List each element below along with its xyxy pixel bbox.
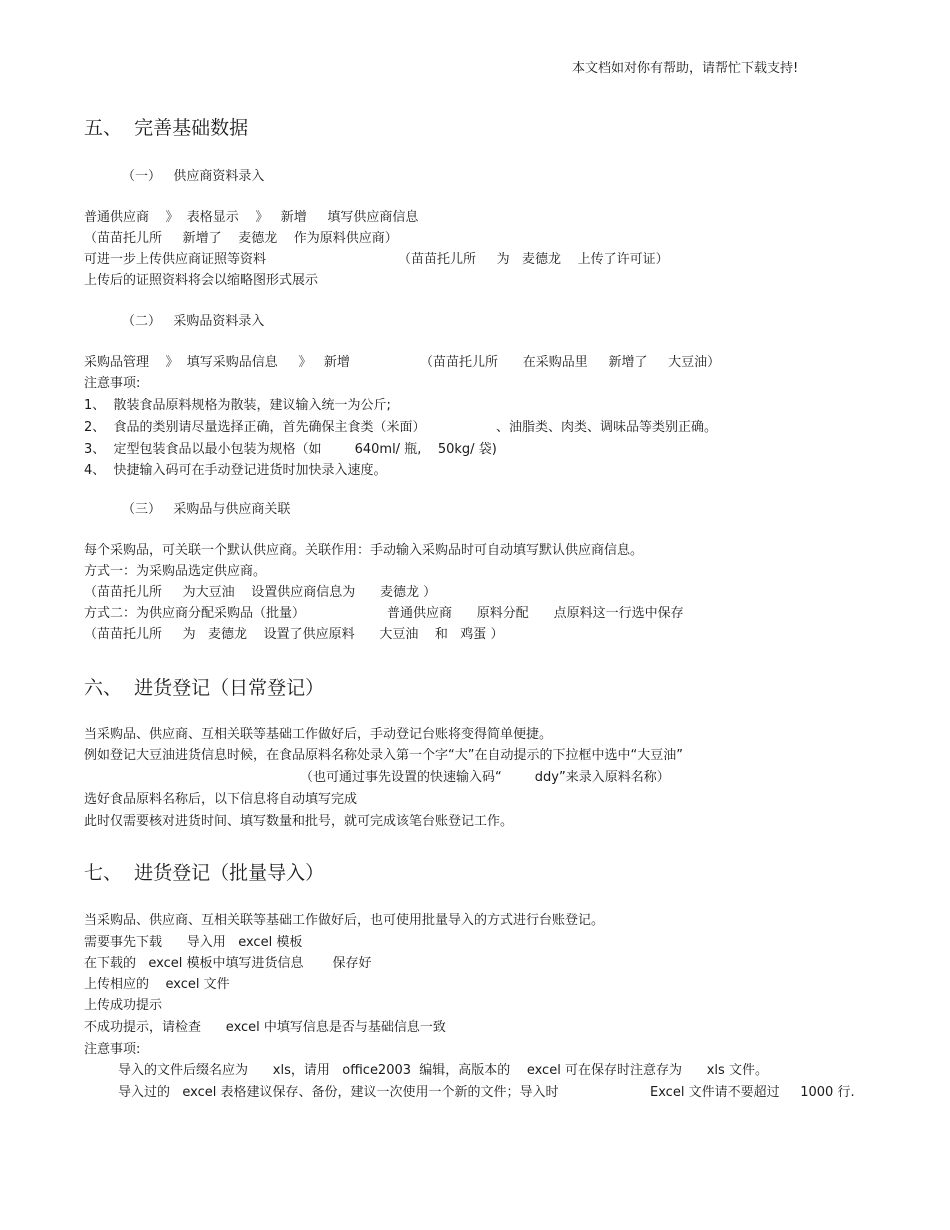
text-line: （苗苗托儿所 为 麦德龙 设置了供应原料 大豆油 和 鸡蛋 ） — [84, 627, 504, 642]
text-line: 例如登记大豆油进货信息时候，在食品原料名称处录入第一个字“大”在自动提示的下拉框中选中“大豆油” — [84, 748, 683, 763]
text-line: （苗苗托儿所 为大豆油 设置供应商信息为 麦德龙 ） — [84, 585, 437, 600]
note-item-continued: Excel 文件请不要超过 1000 行. — [650, 1085, 855, 1100]
list-item: 3、 定型包装食品以最小包装为规格（如 640ml/ 瓶, 50kg/ 袋) — [84, 442, 497, 457]
text-line: 方式一：为采购品选定供应商。 — [84, 564, 267, 579]
text-line: 需要事先下载 导入用 excel 模板 — [84, 935, 303, 950]
list-item-continued: 、油脂类、肉类、调味品等类别正确。 — [496, 420, 718, 435]
text-line: 此时仅需要核对进货时间、填写数量和批号，就可完成该笔台账登记工作。 — [84, 814, 514, 829]
text-line: 在下载的 excel 模板中填写进货信息 保存好 — [84, 956, 372, 971]
text-line: 不成功提示，请检查 excel 中填写信息是否与基础信息一致 — [84, 1020, 446, 1035]
section6-title: 六、 进货登记（日常登记） — [84, 677, 325, 699]
text-line: 普通供应商 》 表格显示 》 新增 填写供应商信息 — [84, 210, 419, 225]
text-line: 采购品管理 》 填写采购品信息 》 新增 — [84, 355, 350, 370]
text-line: 当采购品、供应商、互相关联等基础工作做好后，手动登记台账将变得简单便捷。 — [84, 727, 553, 742]
text-line: （苗苗托儿所 在采购品里 新增了 大豆油） — [420, 355, 721, 370]
note-item: 导入的文件后缀名应为 xls，请用 office2003 编辑，高版本的 excel 可在保存时注意存为 xls 文件。 — [118, 1063, 768, 1078]
text-line: （苗苗托儿所 为 麦德龙 上传了许可证） — [398, 252, 669, 267]
text-line: 当采购品、供应商、互相关联等基础工作做好后，也可使用批量导入的方式进行台账登记。 — [84, 913, 605, 928]
section5-title: 五、 完善基础数据 — [84, 117, 249, 139]
text-line: 选好食品原料名称后，以下信息将自动填写完成 — [84, 792, 358, 807]
text-line: 可进一步上传供应商证照等资料 — [84, 252, 267, 267]
section5-sub3-title: （三） 采购品与供应商关联 — [122, 502, 291, 517]
text-line: （也可通过事先设置的快速输入码“ ddy”来录入原料名称） — [300, 770, 670, 785]
text-line: 上传成功提示 — [84, 998, 163, 1013]
list-item: 1、 散装食品原料规格为散装，建议输入统一为公斤; — [84, 398, 391, 413]
section5-sub2-title: （二） 采购品资料录入 — [122, 314, 265, 329]
text-line: 每个采购品，可关联一个默认供应商。关联作用：手动输入采购品时可自动填写默认供应商信息。 — [84, 543, 644, 558]
text-line: 上传相应的 excel 文件 — [84, 977, 230, 992]
section5-sub1-title: （一） 供应商资料录入 — [122, 169, 265, 184]
text-line: （苗苗托儿所 新增了 麦德龙 作为原料供应商） — [84, 231, 398, 246]
list-item: 2、 食品的类别请尽量选择正确，首先确保主食类（米面） — [84, 420, 426, 435]
text-line: 注意事项: — [84, 1042, 141, 1057]
text-line: 普通供应商 原料分配 点原料这一行选中保存 — [387, 606, 684, 621]
text-line: 方式二：为供应商分配采购品（批量） — [84, 606, 306, 621]
list-item: 4、 快捷输入码可在手动登记进货时加快录入速度。 — [84, 463, 387, 478]
text-line: 上传后的证照资料将会以缩略图形式展示 — [84, 273, 319, 288]
header-note: 本文档如对你有帮助，请帮忙下载支持! — [572, 61, 799, 76]
text-line: 注意事项: — [84, 376, 141, 391]
note-item: 导入过的 excel 表格建议保存、备份，建议一次使用一个新的文件；导入时 — [118, 1085, 559, 1100]
section7-title: 七、 进货登记（批量导入） — [84, 862, 325, 884]
